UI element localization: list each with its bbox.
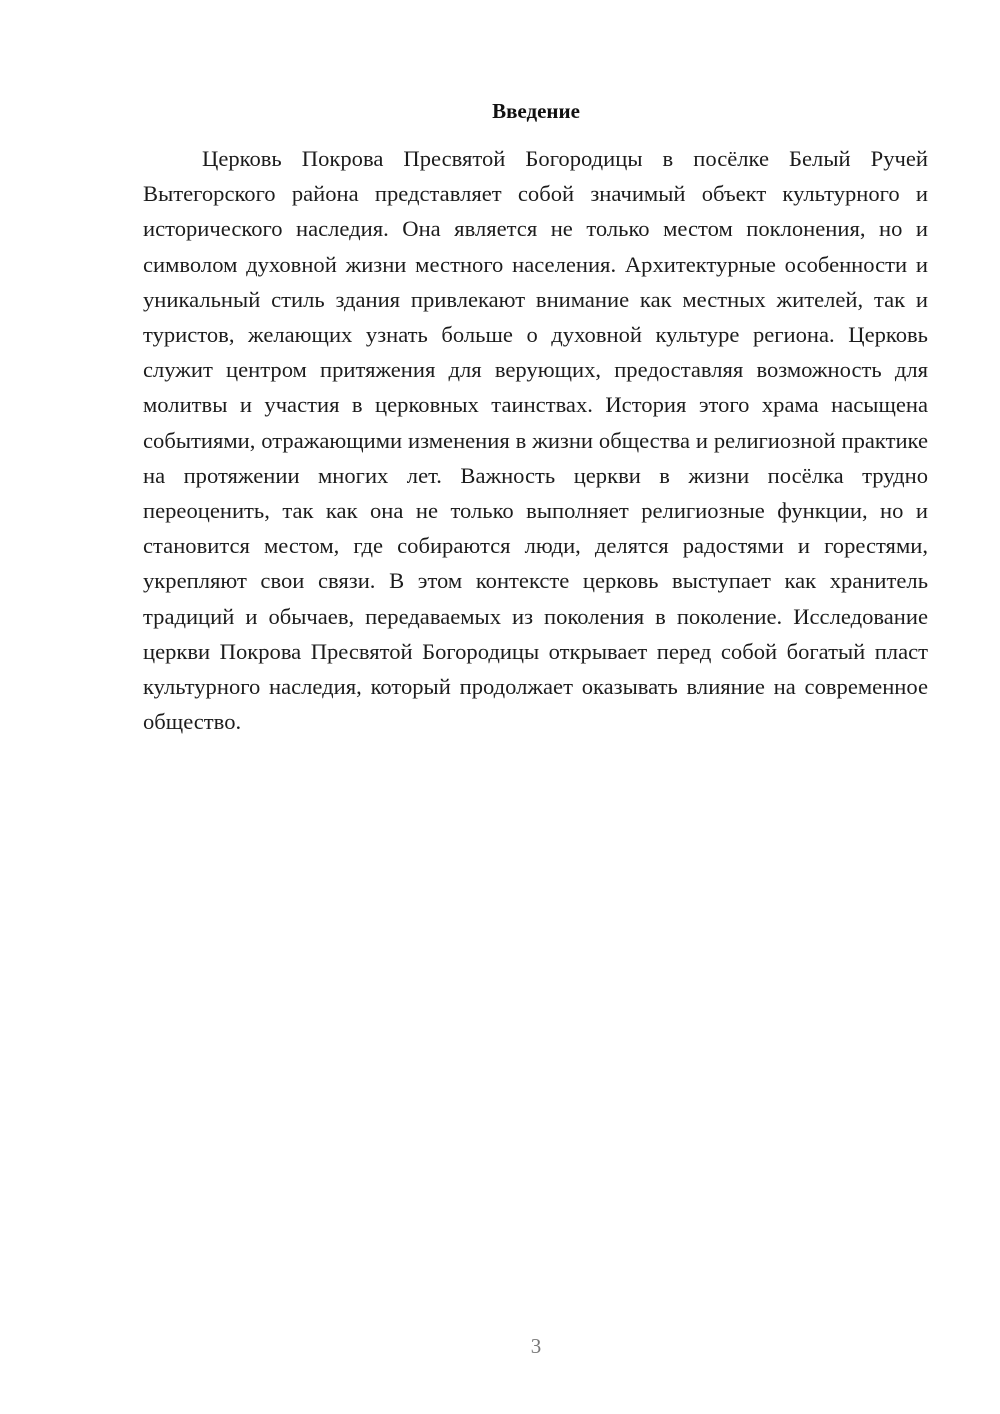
page-number: 3 bbox=[530, 1334, 542, 1358]
body-paragraph: Церковь Покрова Пресвятой Богородицы в посёлке Белый Ручей Вытегорского района представляет собой значимый объект культурного и исторического наследия. Она является не только местом поклонения, но и символом духовной жизни местного населения. Архитектурные особенности и уникальный стиль здания привлекают внимание как местных жителей, так и туристов, желающих узнать больше о духовной культуре региона. Церковь служит центром притяжения для верующих, предоставляя возможность для молитвы и участия в церковных таинствах. История этого храма насыщена событиями, отражающими изменения в жизни общества и религиозной практике на протяжении многих лет. Важность церкви в жизни посёлка трудно переоценить, так как она не только выполняет религиозные функции, но и становится местом, где собираются люди, делятся радостями и горестями, укрепляют свои связи. В этом контексте церковь выступает как хранитель традиций и обычаев, передаваемых из поколения в поколение. Исследование церкви Покрова Пресвятой Богородицы открывает перед собой богатый пласт культурного наследия, который продолжает оказывать влияние на современное общество. bbox=[143, 146, 928, 735]
section-heading: Введение bbox=[492, 99, 580, 123]
